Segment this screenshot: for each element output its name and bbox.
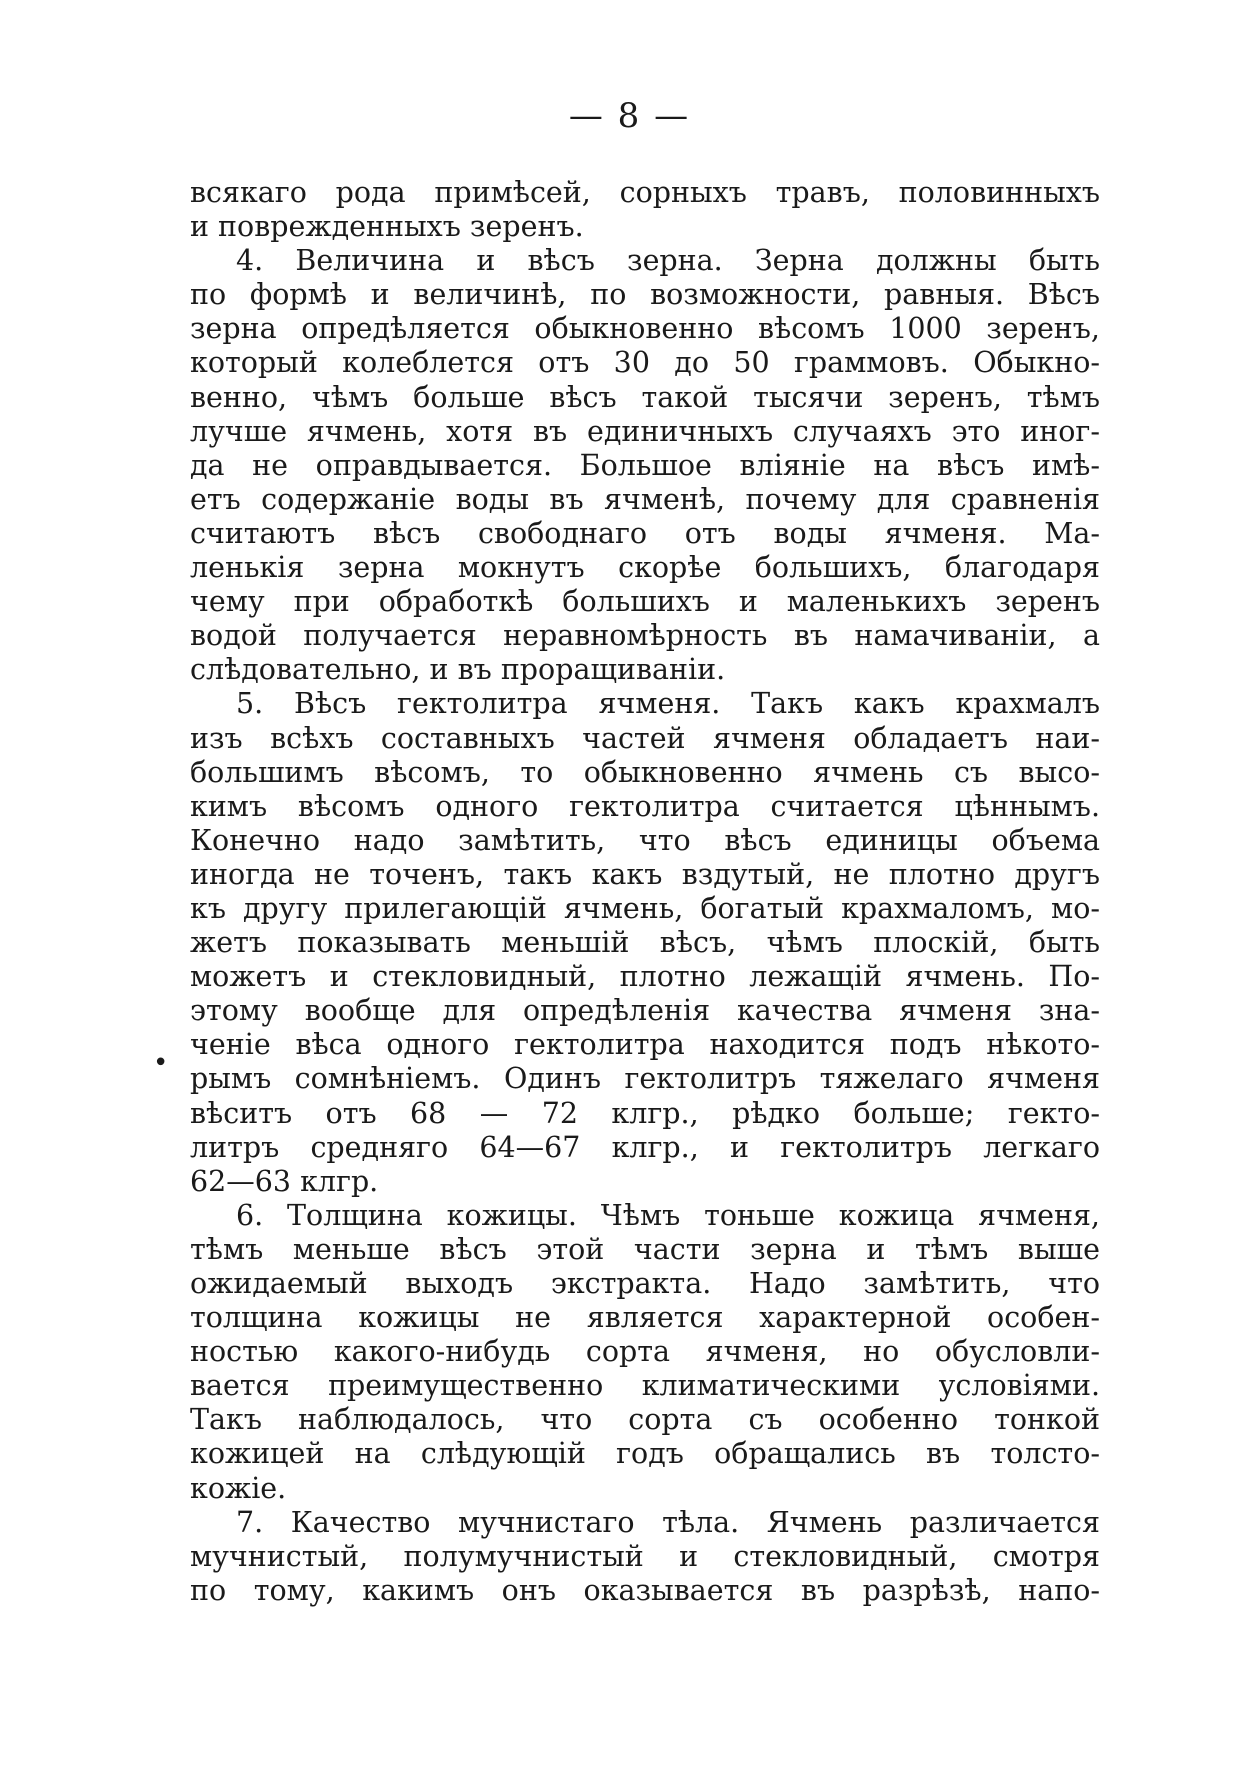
text-line: толщина кожицы не является характерной особен- xyxy=(190,1301,1100,1335)
text-line: вается преимущественно климатическими условіями. xyxy=(190,1369,1100,1403)
body-text xyxy=(190,176,1100,1608)
text-line: большимъ вѣсомъ, то обыкновенно ячмень съ высо- xyxy=(190,755,1100,789)
text-line: водой получается неравномѣрность въ намачиваніи, а xyxy=(190,619,1100,653)
text-line: который колеблется отъ 30 до 50 граммовъ. Обыкно- xyxy=(190,346,1100,380)
text-line: етъ содержаніе воды въ ячменѣ, почему для сравненія xyxy=(190,482,1100,516)
text-line: лучше ячмень, хотя въ единичныхъ случаяхъ это иног- xyxy=(190,414,1100,448)
text-line: 4. Величина и вѣсъ зерна. Зерна должны быть xyxy=(236,244,1100,278)
text-line: этому вообще для опредѣленія качества ячменя зна- xyxy=(190,994,1100,1028)
text-line: кожицей на слѣдующій годъ обращались въ толсто- xyxy=(190,1437,1100,1471)
text-line: считаютъ вѣсъ свободнаго отъ воды ячменя. Ма- xyxy=(190,516,1100,550)
text-line: 6. Толщина кожицы. Чѣмъ тоньше кожица ячменя, xyxy=(236,1198,1100,1232)
text-line: рымъ сомнѣніемъ. Одинъ гектолитръ тяжелаго ячменя xyxy=(190,1062,1100,1096)
text-line: вѣситъ отъ 68 — 72 клгр., рѣдко больше; гекто- xyxy=(190,1096,1100,1130)
text-line: можетъ и стекловидный, плотно лежащій ячмень. По- xyxy=(190,960,1100,994)
text-line: 7. Качество мучнистаго тѣла. Ячмень различается xyxy=(236,1505,1100,1539)
text-line: тѣмъ меньше вѣсъ этой части зерна и тѣмъ выше xyxy=(190,1232,1100,1266)
text-line: чему при обработкѣ большихъ и маленькихъ зеренъ xyxy=(190,585,1100,619)
text-line: ожидаемый выходъ экстракта. Надо замѣтить, что xyxy=(190,1267,1100,1300)
page-number: — 8 — xyxy=(568,96,691,136)
text-line: зерна опредѣляется обыкновенно вѣсомъ 1000 зеренъ, xyxy=(190,312,1100,346)
margin-mark: • xyxy=(153,1048,169,1078)
text-line: изъ всѣхъ составныхъ частей ячменя обладаетъ наи- xyxy=(190,721,1100,755)
text-line: ностью какого-нибудь сорта ячменя, но обусловли- xyxy=(190,1335,1100,1369)
text-line: литръ средняго 64—67 клгр., и гектолитръ легкаго xyxy=(190,1130,1100,1164)
text-line: венно, чѣмъ больше вѣсъ такой тысячи зеренъ, тѣмъ xyxy=(190,380,1100,414)
text-line: иногда не точенъ, такъ какъ вздутый, не плотно другъ xyxy=(190,857,1100,891)
text-line: Такъ наблюдалось, что сорта съ особенно тонкой xyxy=(190,1403,1100,1437)
text-line: Конечно надо замѣтить, что вѣсъ единицы объема xyxy=(190,823,1100,857)
text-line: мучнистый, полумучнистый и стекловидный, смотря xyxy=(190,1539,1100,1573)
text-line: ченіе вѣса одного гектолитра находится подъ нѣкото- xyxy=(190,1028,1100,1062)
text-line: 62—63 клгр. xyxy=(190,1164,379,1198)
text-line: по тому, какимъ онъ оказывается въ разрѣзѣ, напо- xyxy=(190,1573,1100,1607)
text-line: жетъ показывать меньшій вѣсъ, чѣмъ плоскій, быть xyxy=(190,926,1100,960)
text-line: всякаго рода примѣсей, сорныхъ травъ, половинныхъ xyxy=(190,176,1100,209)
text-line: 5. Вѣсъ гектолитра ячменя. Такъ какъ крахмалъ xyxy=(236,687,1100,721)
text-line: по формѣ и величинѣ, по возможности, равныя. Вѣсъ xyxy=(190,278,1100,312)
text-line: къ другу прилегающій ячмень, богатый крахмаломъ, мо- xyxy=(190,891,1100,925)
text-line: кимъ вѣсомъ одного гектолитра считается цѣннымъ. xyxy=(190,789,1100,823)
text-line: слѣдовательно, и въ проращиваніи. xyxy=(190,653,726,687)
text-line: и поврежденныхъ зеренъ. xyxy=(190,210,584,244)
text-line: да не оправдывается. Большое вліяніе на вѣсъ имѣ- xyxy=(190,448,1100,482)
text-line: кожіе. xyxy=(190,1471,287,1505)
text-line: ленькія зерна мокнутъ скорѣе большихъ, благодаря xyxy=(190,551,1100,585)
